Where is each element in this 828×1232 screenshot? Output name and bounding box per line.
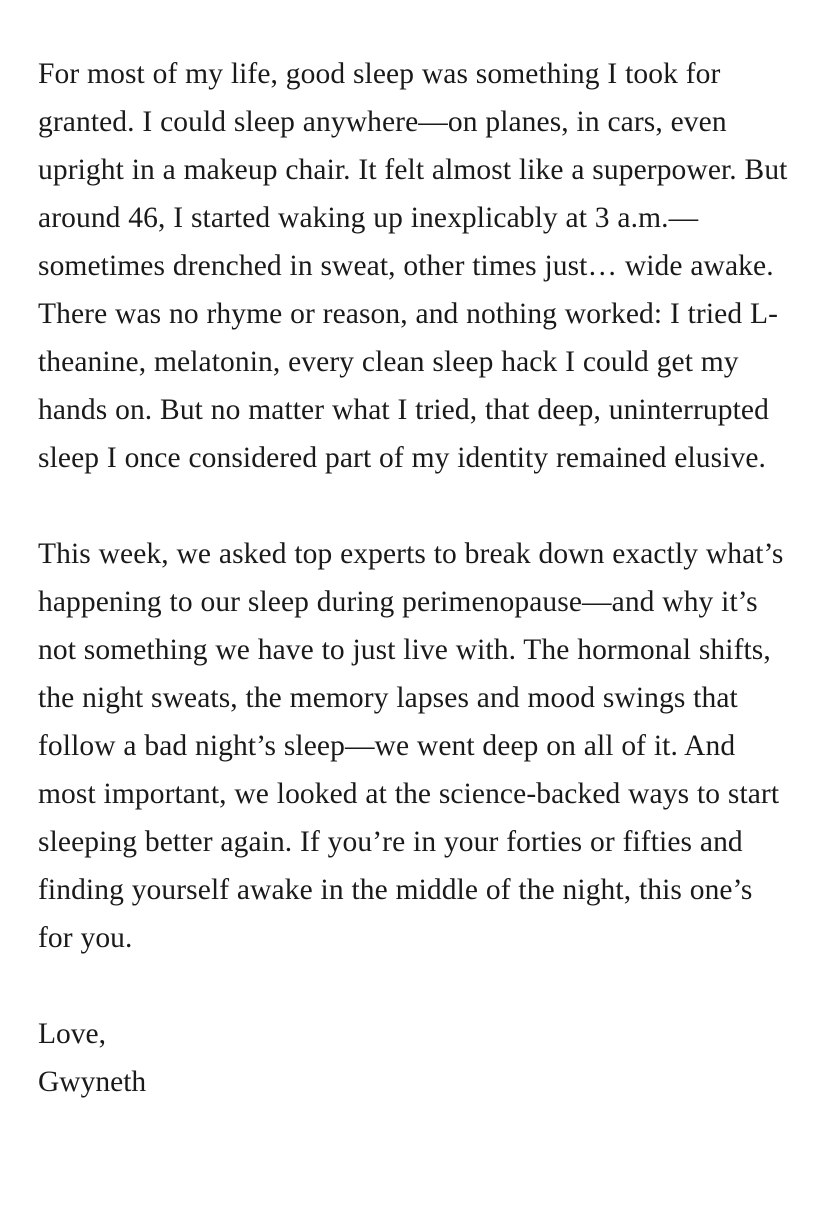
letter-body <box>38 50 790 1106</box>
paragraph-issue-preview: This week, we asked top experts to break down exactly what’s happening to our sleep during perimenopause—and why it’s not something we have to just live with. The hormonal shifts, the night sweats, the memory lapses and mood swings that follow a bad night’s sleep—we went deep on all of it. And most important, we looked at the science-backed ways to start sleeping better again. If you’re in your forties or fifties and finding yourself awake in the middle of the night, this one’s for you. <box>38 538 784 954</box>
paragraph-personal-story: For most of my life, good sleep was something I took for granted. I could sleep anywhere—on planes, in cars, even upright in a makeup chair. It felt almost like a superpower. But around 46, I started waking up inexplicably at 3 a.m.—sometimes drenched in sweat, other times just… wide awake. There was no rhyme or reason, and nothing worked: I tried L-theanine, melatonin, every clean sleep hack I could get my hands on. But no matter what I tried, that deep, uninterrupted sleep I once considered part of my identity remained elusive. <box>38 58 788 474</box>
signature-closing: Love, <box>38 1018 106 1050</box>
signature-name: Gwyneth <box>38 1066 147 1098</box>
signature-block <box>38 1010 790 1106</box>
